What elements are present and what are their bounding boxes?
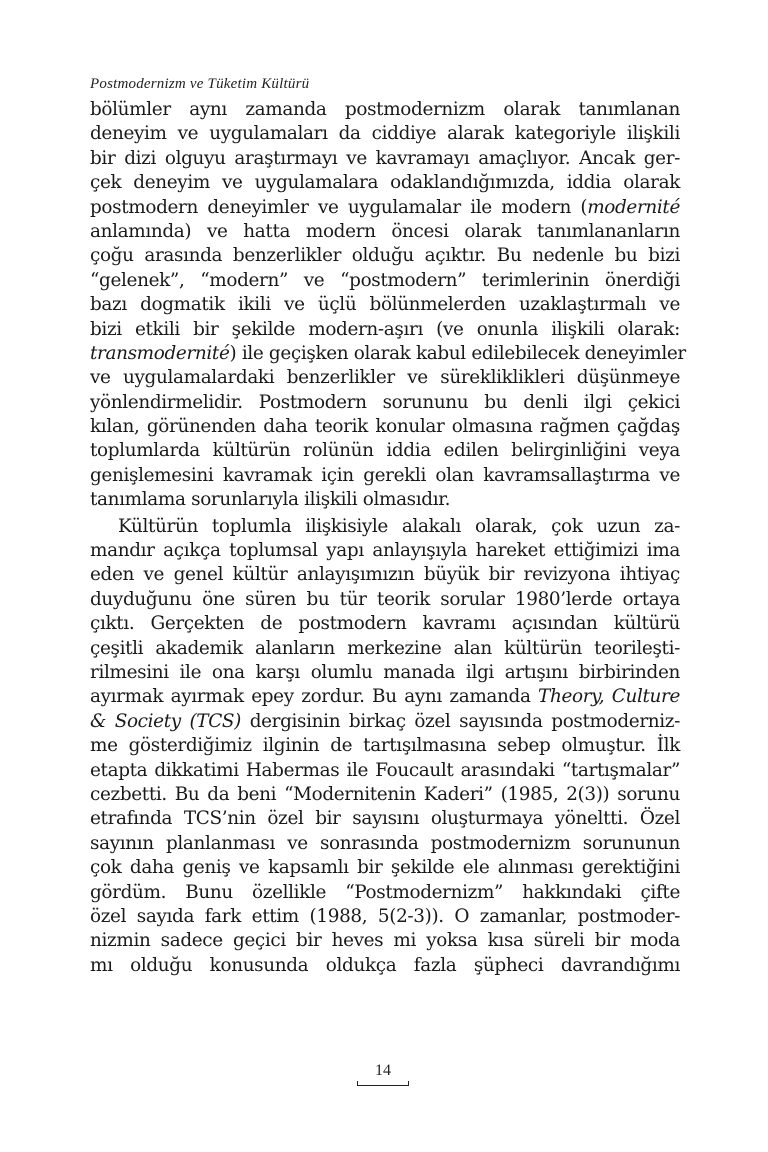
page-number: 14: [375, 1062, 391, 1079]
running-header: Postmodernizm ve Tüketim Kültürü: [90, 76, 310, 92]
text-line: “gelenek”, “modern” ve “postmodern” terimlerinin önerdiği: [90, 269, 680, 291]
text-line: gördüm. Bunu özellikle “Postmodernizm” hakkındaki çifte: [90, 881, 680, 903]
text-line: özel sayıda fark ettim (1988, 5(2-3)). O zamanlar, postmoder-: [90, 905, 680, 927]
text-line: genişlemesini kavramak için gerekli olan kavramsallaştırma ve: [90, 464, 680, 486]
text-line: [90, 685, 680, 709]
text-line: mı olduğu konusunda oldukça fazla şüpheci davrandığımı: [90, 954, 680, 976]
text-line: bölümler aynı zamanda postmodernizm olarak tanımlanan: [90, 99, 680, 120]
italic-term: Theory, Culture: [538, 686, 680, 708]
text-line: eden ve genel kültür anlayışımızın büyük bir revizyona ihtiyaç: [90, 564, 680, 586]
page-number-rule: [357, 1085, 409, 1086]
italic-term: modernité: [587, 196, 680, 218]
text-line: çek deneyim ve uygulamalara odaklandığımızda, iddia olarak: [90, 172, 680, 194]
text-line: cezbetti. Bu da beni “Modernitenin Kaderi” (1985, 2(3)) sorunu: [90, 783, 680, 805]
text-line: me gösterdiğimiz ilginin de tartışılmasına sebep olmuştur. İlk: [90, 735, 680, 757]
text-line: etrafında TCS’nin özel bir sayısını oluşturmaya yöneltti. Özel: [90, 808, 680, 830]
text-line: [90, 342, 686, 366]
paragraph-2: [90, 515, 680, 978]
text-line: [90, 710, 680, 734]
text-line: anlamında) ve hatta modern öncesi olarak tanımlananların: [90, 220, 680, 242]
paragraph-1: [90, 98, 686, 513]
text-line: bizi etkili bir şekilde modern-aşırı (ve onunla ilişkili olarak:: [90, 318, 680, 340]
text-line: tanımlama sorunlarıyla ilişkili olmasıdır.: [90, 489, 451, 511]
italic-term: transmodernité: [90, 342, 230, 364]
text-line: çok daha geniş ve kapsamlı bir şekilde ele alınması gerektiğini: [90, 857, 680, 879]
body-text: [90, 98, 686, 978]
text-line: rilmesini ile ona karşı olumlu manada ilgi artışını birbirinden: [90, 661, 680, 683]
text-line: bir dizi olguyu araştırmayı ve kavramayı amaçlıyor. Ancak ger-: [90, 147, 680, 169]
text-line: yönlendirmelidir. Postmodern sorununu bu denli ilgi çekici: [90, 391, 680, 413]
text-line: [90, 196, 680, 220]
text-line: etapta dikkatimi Habermas ile Foucault arasındaki “tartışmalar”: [90, 759, 680, 781]
text-line: çıktı. Gerçekten de postmodern kavramı açısından kültürü: [90, 613, 680, 635]
text-line: çoğu arasında benzerlikler olduğu açıktır. Bu nedenle bu bizi: [90, 245, 680, 267]
text-line: nizmin sadece geçici bir heves mi yoksa kısa süreli bir moda: [90, 930, 680, 952]
text-line: Kültürün toplumla ilişkisiyle alakalı olarak, çok uzun za-: [118, 515, 680, 537]
text-line: çeşitli akademik alanların merkezine alan kültürün teorileşti-: [90, 637, 680, 659]
text-line: kılan, görünenden daha teorik konular olmasına rağmen çağdaş: [90, 416, 680, 438]
text-segment: dergisinin birkaç özel sayısında postmoderniz-: [241, 710, 680, 732]
text-line: mandır açıkça toplumsal yapı anlayışıyla hareket ettiğimizi ima: [90, 540, 680, 562]
text-line: duyduğunu öne süren bu tür teorik sorular 1980’lerde ortaya: [90, 588, 680, 610]
text-line: sayının planlanması ve sonrasında postmodernizm sorununun: [90, 832, 680, 854]
text-segment: postmodern deneyimler ve uygulamalar ile modern (: [90, 196, 588, 218]
text-segment: ayırmak ayırmak epey zordur. Bu aynı zamanda: [90, 686, 539, 708]
italic-term: & Society (TCS): [90, 710, 242, 732]
text-line: deneyim ve uygulamaları da ciddiye alarak kategoriyle ilişkili: [90, 123, 680, 145]
text-line: toplumlarda kültürün rolünün iddia edilen belirginliğini veya: [90, 440, 680, 462]
text-segment: ) ile geçişken olarak kabul edilebilecek deneyimler: [229, 342, 686, 364]
text-line: ve uygulamalardaki benzerlikler ve sürekliklikleri düşünmeye: [90, 367, 680, 389]
text-line: bazı dogmatik ikili ve üçlü bölünmelerden uzaklaştırmalı ve: [90, 294, 680, 316]
page-number-box: [357, 1062, 409, 1086]
